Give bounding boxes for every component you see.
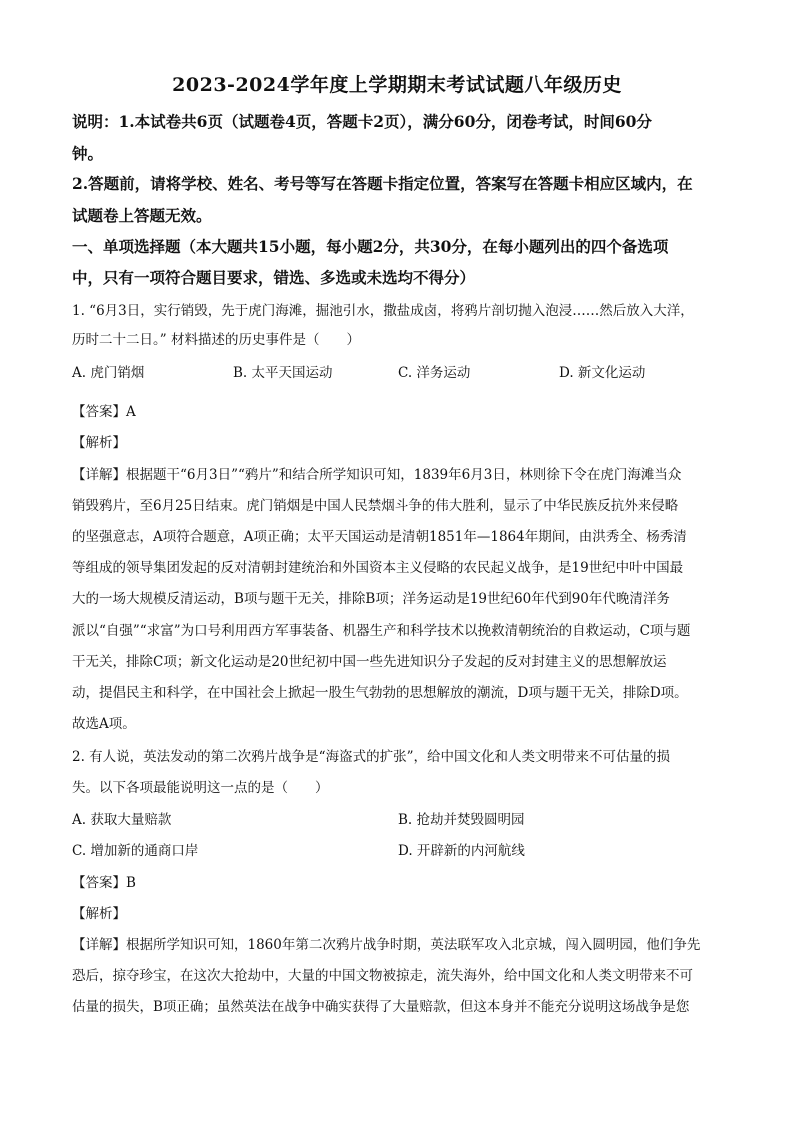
question-1-stem: 1. “6月3日，实行销毁，先于虎门海滩，掘池引水，撒盐成卤，将鸦片剖切抛入泡浸……然后放入大洋， xyxy=(72,303,694,319)
section-heading: 一、单项选择题（本大题共15小题，每小题2分，共30分，在每小题列出的四个备选项 xyxy=(72,237,669,256)
question-1-detail-line: 的坚强意志，A项符合题意，A项正确；太平天国运动是清朝1851年—1864年期间，由洪秀全、杨秀清 xyxy=(72,529,687,545)
question-2-analysis-label: 【解析】 xyxy=(72,906,126,922)
question-2-detail-line: 恐后，掠夺珍宝，在这次大抢劫中，大量的中国文物被掠走，流失海外，给中国文化和人类文明带来不可 xyxy=(72,968,693,984)
question-1-detail-line: 等组成的领导集团发起的反对清朝封建统治和外国资本主义侵略的农民起义战争，是19世纪中叶中国最 xyxy=(72,560,684,576)
instruction-line: 2.答题前，请将学校、姓名、考号等写在答题卡指定位置，答案写在答题卡相应区域内，在 xyxy=(72,174,693,193)
instruction-line: 钟。 xyxy=(72,144,104,163)
instruction-line: 说明：1.本试卷共6页（试题卷4页，答题卡2页），满分60分，闭卷考试，时间60分 xyxy=(72,112,652,131)
question-1-option-b: B. 太平天国运动 xyxy=(233,365,333,381)
question-2-detail-line: 估量的损失，B项正确；虽然英法在战争中确实获得了大量赔款，但这本身并不能充分说明这场战争是您 xyxy=(72,999,690,1015)
instruction-line: 试题卷上答题无效。 xyxy=(72,206,212,225)
question-2-answer: 【答案】B xyxy=(72,875,136,891)
question-1-option-c: C. 洋务运动 xyxy=(398,365,471,381)
question-1-detail-line: 故选A项。 xyxy=(72,716,136,732)
question-1-detail-line: 销毁鸦片，至6月25日结束。虎门销烟是中国人民禁烟斗争的伟大胜利，显示了中华民族反抗外来侵略 xyxy=(72,498,679,514)
question-1-detail-line: 动，提倡民主和科学，在中国社会上掀起一股生气勃勃的思想解放的潮流，D项与题干无关，排除D项。 xyxy=(72,685,688,701)
question-1-answer: 【答案】A xyxy=(72,404,136,420)
question-1-stem: 历时二十二日。” 材料描述的历史事件是（ ） xyxy=(72,332,360,348)
question-2-stem: 失。以下各项最能说明这一点的是（ ） xyxy=(72,780,329,796)
page-title: 2023-2024学年度上学期期末考试试题八年级历史 xyxy=(172,74,622,96)
question-1-option-d: D. 新文化运动 xyxy=(559,365,646,381)
question-1-option-a: A. 虎门销烟 xyxy=(72,365,145,381)
question-1-detail-line: 干无关，排除C项；新文化运动是20世纪初中国一些先进知识分子发起的反对封建主义的思想解放运 xyxy=(72,654,667,670)
question-1-analysis-label: 【解析】 xyxy=(72,435,126,451)
question-2-option-a: A. 获取大量赔款 xyxy=(72,812,172,828)
question-1-detail-line: 大的一场大规模反清运动，B项与题干无关，排除B项；洋务运动是19世纪60年代到90年代晚清洋务 xyxy=(72,591,670,607)
question-2-option-b: B. 抢劫并焚毁圆明园 xyxy=(398,812,525,828)
section-heading: 中，只有一项符合题目要求，错选、多选或未选均不得分） xyxy=(72,268,476,287)
question-1-detail-line: 【详解】根据题干“6月3日”“鸦片”和结合所学知识可知，1839年6月3日，林则徐下令在虎门海滩当众 xyxy=(72,467,682,483)
question-2-option-d: D. 开辟新的内河航线 xyxy=(398,843,525,859)
question-2-detail-line: 【详解】根据所学知识可知，1860年第二次鸦片战争时期，英法联军攻入北京城，闯入圆明园，他们争先 xyxy=(72,937,701,953)
question-1-detail-line: 派以“自强”“求富”为口号利用西方军事装备、机器生产和科学技术以挽救清朝统治的自救运动，C项与题 xyxy=(72,623,691,639)
question-2-option-c: C. 增加新的通商口岸 xyxy=(72,843,199,859)
question-2-stem: 2. 有人说，英法发动的第二次鸦片战争是“海盗式的扩张”，给中国文化和人类文明带来不可估量的损 xyxy=(72,749,670,765)
